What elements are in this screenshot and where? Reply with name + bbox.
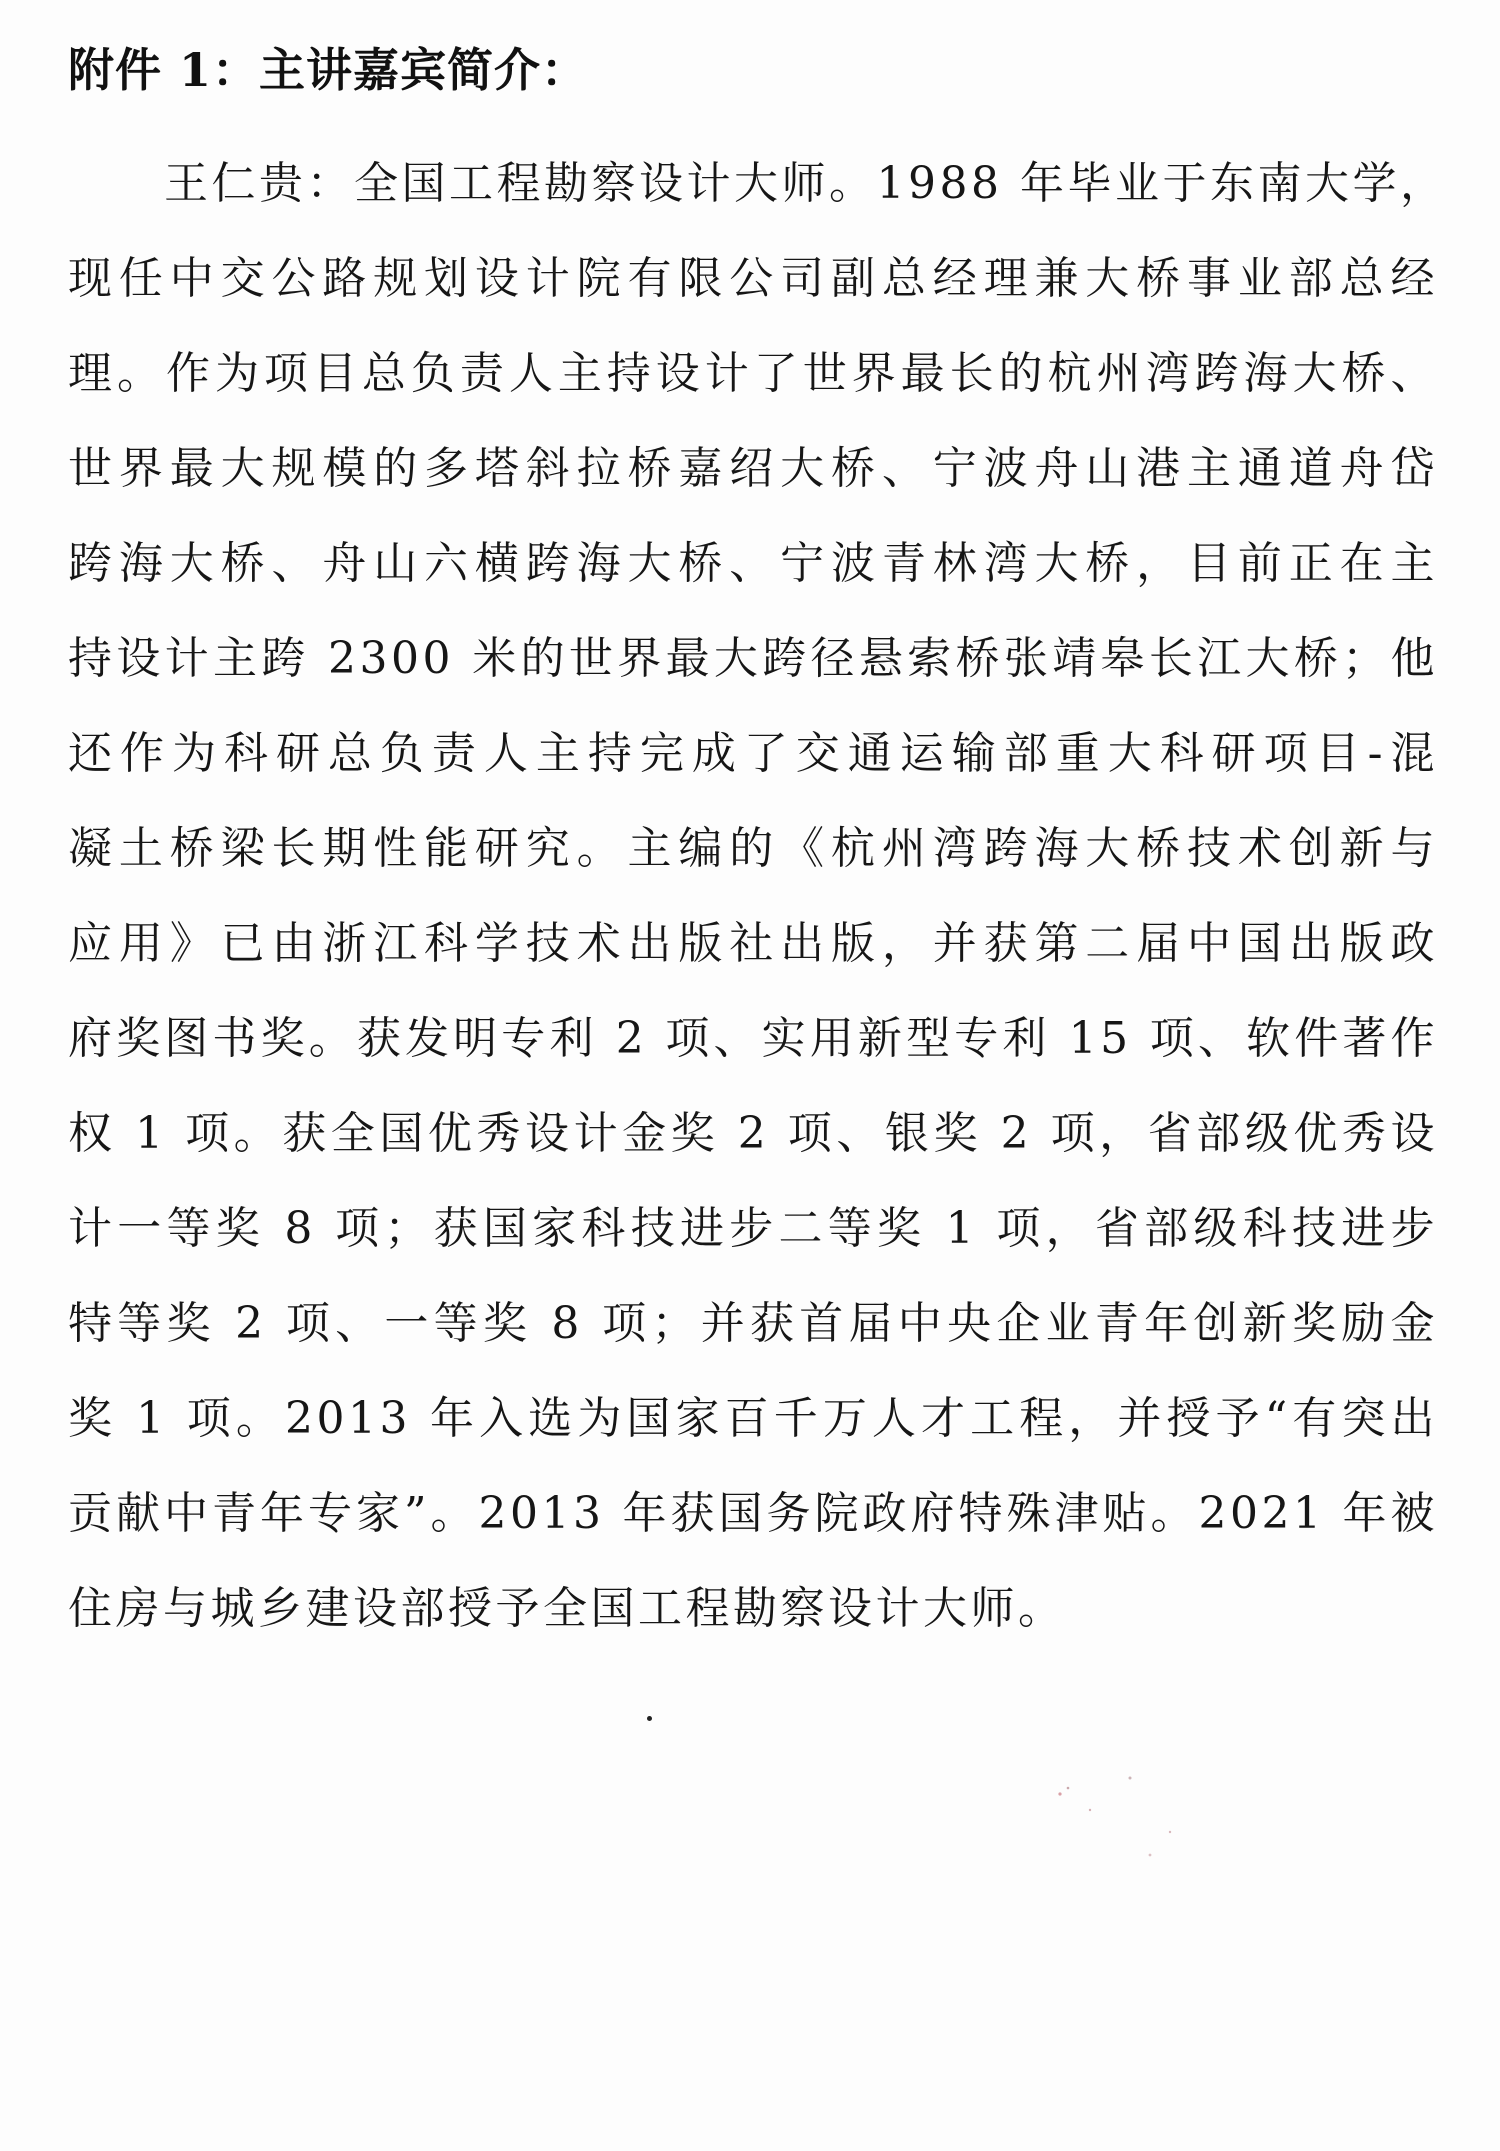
- bio-line: 住房与城乡建设部授予全国工程勘察设计大师。: [68, 1583, 1066, 1634]
- bio-line: 凝土桥梁长期性能研究。主编的《杭州湾跨海大桥技术创新与: [68, 823, 1438, 874]
- bio-line: 奖 1 项。2013 年入选为国家百千万人才工程，并授予“有突出: [68, 1393, 1438, 1444]
- scan-mark: [1089, 1809, 1091, 1811]
- bio-line: 理。作为项目总负责人主持设计了世界最长的杭州湾跨海大桥、: [68, 348, 1438, 399]
- bio-line: 持设计主跨 2300 米的世界最大跨径悬索桥张靖皋长江大桥；他: [68, 633, 1438, 684]
- bio-line: 还作为科研总负责人主持完成了交通运输部重大科研项目-混: [68, 728, 1438, 779]
- faint-scan-marks: [1020, 1760, 1200, 1870]
- scan-mark: [1067, 1787, 1070, 1790]
- speaker-bio-paragraph: [68, 136, 1448, 1656]
- bio-line: 世界最大规模的多塔斜拉桥嘉绍大桥、宁波舟山港主通道舟岱: [68, 443, 1438, 494]
- bio-line: 现任中交公路规划设计院有限公司副总经理兼大桥事业部总经: [68, 253, 1438, 304]
- bio-line: 特等奖 2 项、一等奖 8 项；并获首届中央企业青年创新奖励金: [68, 1298, 1438, 1349]
- scan-mark: [1129, 1777, 1132, 1780]
- scan-mark: [1058, 1792, 1061, 1795]
- bio-line: 府奖图书奖。获发明专利 2 项、实用新型专利 15 项、软件著作: [68, 1013, 1438, 1064]
- bio-line: 计一等奖 8 项；获国家科技进步二等奖 1 项，省部级科技进步: [68, 1203, 1438, 1254]
- bio-line: 跨海大桥、舟山六横跨海大桥、宁波青林湾大桥，目前正在主: [68, 538, 1438, 589]
- bio-line: 应用》已由浙江科学技术出版社出版，并获第二届中国出版政: [68, 918, 1438, 969]
- scan-mark: [1149, 1854, 1152, 1857]
- attachment-heading: 附件 1：主讲嘉宾简介：: [68, 43, 589, 97]
- bio-line: 贡献中青年专家”。2013 年获国务院政府特殊津贴。2021 年被: [68, 1488, 1438, 1539]
- bio-line: 权 1 项。获全国优秀设计金奖 2 项、银奖 2 项，省部级优秀设: [68, 1108, 1438, 1159]
- scan-speck: [647, 1716, 652, 1721]
- scan-mark: [1169, 1831, 1171, 1833]
- bio-line: 王仁贵：全国工程勘察设计大师。1988 年毕业于东南大学，: [164, 158, 1448, 209]
